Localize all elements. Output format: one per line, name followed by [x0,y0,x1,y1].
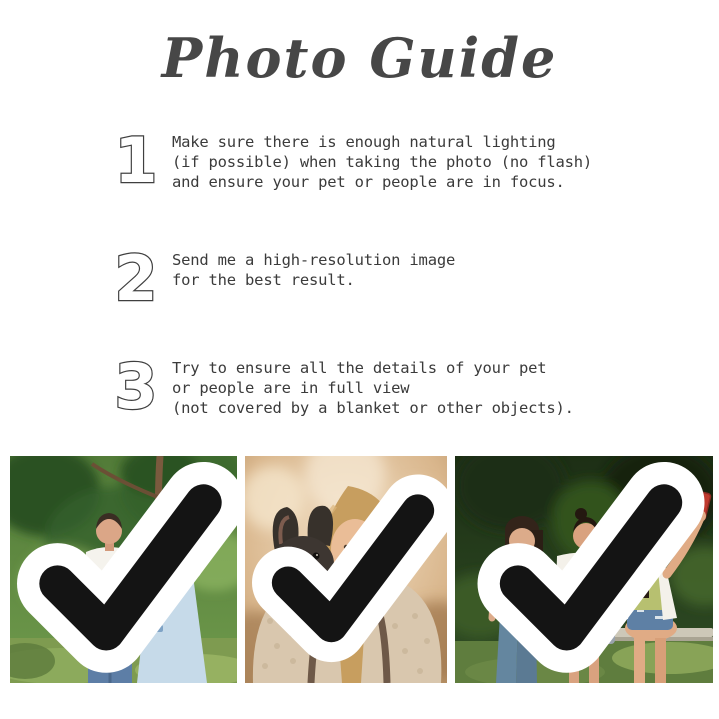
step-1-line-3: and ensure your pet or people are in focus. [172,173,565,191]
step-1-line-2: (if possible) when taking the photo (no flash) [172,153,593,171]
checkmark-icon [252,462,447,683]
svg-text:1: 1 [114,132,158,190]
example-photo-pet [245,456,447,683]
step-3-line-3: (not covered by a blanket or other objects). [172,399,574,417]
step-3-text [172,356,574,418]
step-2-line-1: Send me a high-resolution image [172,251,456,269]
step-3-line-1: Try to ensure all the details of your pet [172,359,547,377]
checkmark-icon [462,462,713,683]
page-title: Photo Guide [161,26,558,90]
step-2 [112,248,455,308]
step-2-text [172,248,455,290]
step-2-line-2: for the best result. [172,271,355,289]
step-1 [112,130,592,192]
example-photo-family [10,456,237,683]
step-1-text [172,130,592,192]
step-1-line-1: Make sure there is enough natural lighting [172,133,556,151]
step-1-number-outline [112,132,160,190]
step-3-line-2: or people are in full view [172,379,410,397]
example-photo-people [455,456,713,683]
step-3 [112,356,574,418]
svg-text:2: 2 [114,250,158,308]
step-3-number-outline [112,358,160,416]
checkmark-icon [17,462,237,683]
step-2-number-outline [112,250,160,308]
svg-text:3: 3 [114,358,158,416]
